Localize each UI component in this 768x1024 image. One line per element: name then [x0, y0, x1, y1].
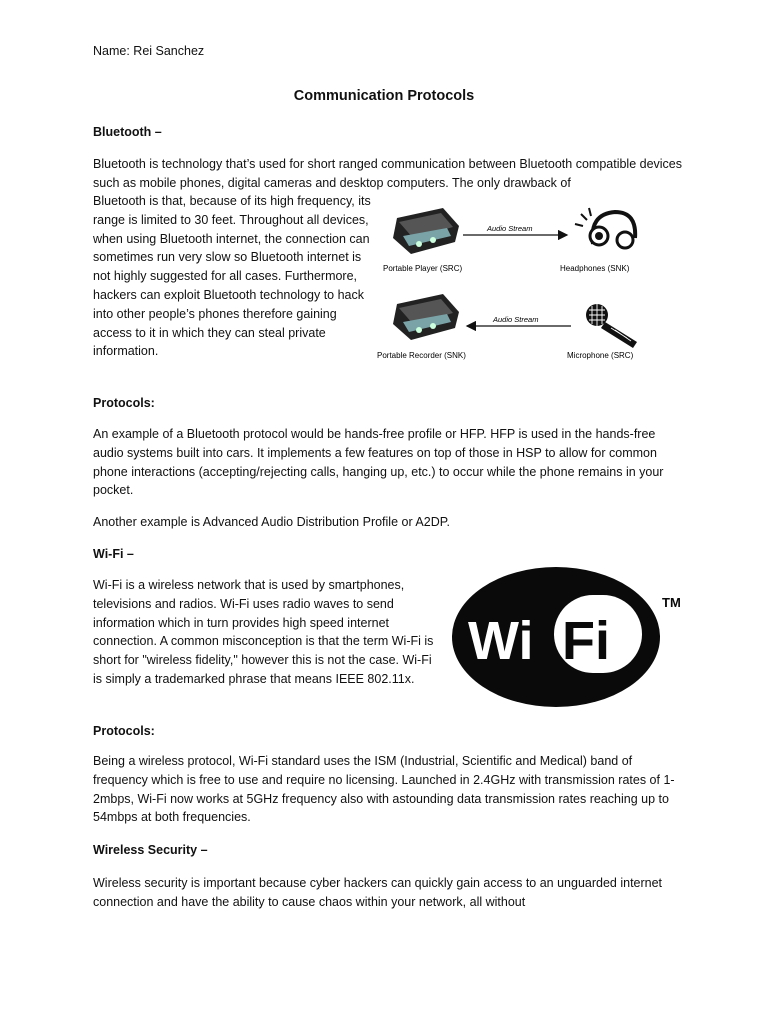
wifi-heading: Wi-Fi –: [93, 547, 134, 561]
headphones-icon: [575, 208, 635, 248]
page-title: Communication Protocols: [293, 88, 475, 104]
wifi-logo-fi-text: Fi: [562, 611, 610, 671]
bluetooth-paragraph-intro: Bluetooth is technology that’s used for short ranged communication between Bluetooth compatible devices such as mobile phones, digital cameras and desktop computers. The only drawback of: [93, 157, 683, 190]
bluetooth-heading: Bluetooth –: [93, 125, 162, 139]
bottom-arrow-label: Audio Stream: [493, 315, 539, 324]
portable-recorder-label: Portable Recorder (SNK): [377, 351, 466, 360]
wifi-protocols-paragraph: Being a wireless protocol, Wi-Fi standard uses the ISM (Industrial, Scientific and Medical) band of frequency which is free to use and require no licensing. Launched in 2.4GHz with transmission rates of 1-2mbps, Wi-Fi now works at 5GHz frequency also with astounding data transmission rates reaching up to 54mbps at both frequencies.: [93, 754, 675, 825]
bluetooth-paragraph-wrap: Bluetooth is that, because of its high frequency, its range is limited to 30 feet. Throughout all devices, when using Bluetooth internet, the connection can sometimes run very slow so Bluetooth internet is not highly suggested for all cases. Furthermore, hackers can exploit Bluetooth technology to hack into other people’s phones therefore gaining access to it in which they can steal private information.: [93, 194, 371, 359]
a2dp-example: Another example is Advanced Audio Distribution Profile or A2DP.: [93, 515, 450, 529]
wifi-logo-wi-text: Wi: [468, 611, 534, 671]
microphone-label: Microphone (SRC): [567, 351, 634, 360]
bluetooth-audio-diagram: [375, 200, 655, 368]
microphone-icon: [586, 304, 637, 348]
wifi-protocols-heading: Protocols:: [93, 724, 155, 738]
bluetooth-protocols-heading: Protocols:: [93, 396, 155, 410]
wifi-logo: [450, 565, 686, 710]
portable-player-icon: [393, 208, 459, 254]
author-name: Name: Rei Sanchez: [93, 44, 205, 58]
wireless-security-heading: Wireless Security –: [93, 843, 208, 857]
portable-player-label: Portable Player (SRC): [383, 264, 463, 273]
headphones-label: Headphones (SNK): [560, 264, 630, 273]
top-arrow-label: Audio Stream: [487, 224, 533, 233]
wifi-paragraph: Wi-Fi is a wireless network that is used by smartphones, televisions and radios. Wi-Fi uses radio waves to send information which in turn provides high speed internet connection. A common misconception is that the term Wi-Fi is short for "wireless fidelity," however this is not the case. Wi-Fi is simply a trademarked phrase that means IEEE 802.11x.: [93, 578, 434, 686]
wifi-logo-trademark: TM: [662, 595, 681, 610]
bluetooth-protocols-paragraph: An example of a Bluetooth protocol would be hands-free profile or HFP. HFP is used in the hands-free audio systems built into cars. It implements a few features on top of those in HSP to allow for common phone interactions (accepting/rejecting calls, hanging up, etc.) to occur while the phone remains in your pocket.: [93, 427, 664, 498]
wireless-security-paragraph: Wireless security is important because cyber hackers can quickly gain access to an unguarded internet connection and have the ability to cause chaos within your network, all without: [93, 876, 663, 909]
portable-recorder-icon: [393, 294, 459, 340]
